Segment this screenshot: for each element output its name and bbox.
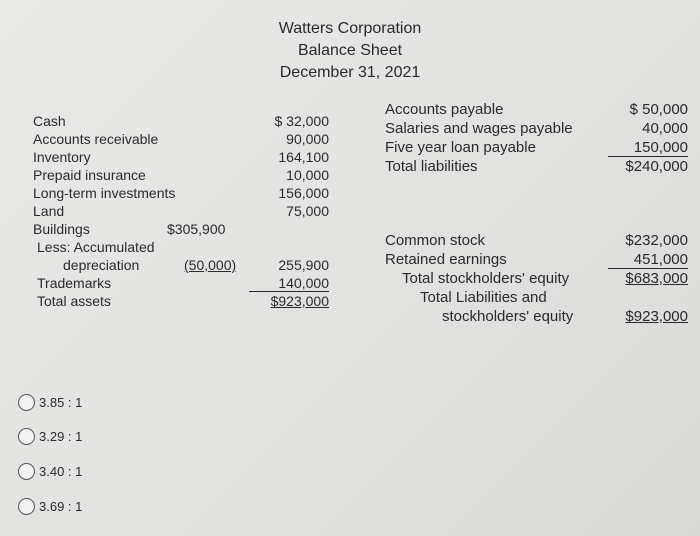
loan-payable-label: Five year loan payable	[385, 139, 536, 156]
statement-date: December 31, 2021	[279, 64, 421, 81]
land-label: Land	[33, 203, 65, 219]
investments-label: Long-term investments	[33, 185, 176, 201]
common-stock-value: $232,000	[625, 232, 688, 249]
buildings-net-value: 255,900	[278, 257, 329, 273]
retained-earnings-label: Retained earnings	[385, 251, 507, 268]
depreciation-amount: (50,000)	[184, 257, 237, 273]
answer-option-2[interactable]	[18, 428, 82, 445]
land-value: 75,000	[286, 203, 329, 219]
receivable-label: Accounts receivable	[33, 131, 159, 147]
total-liabilities-label: Total liabilities	[385, 158, 478, 175]
prepaid-value: 10,000	[286, 167, 329, 183]
depreciation-label: depreciation	[63, 257, 140, 273]
radio-button-icon[interactable]	[18, 428, 35, 445]
total-equity-label: Total stockholders' equity	[402, 270, 570, 287]
cash-value: $ 32,000	[274, 113, 329, 129]
radio-button-icon[interactable]	[18, 463, 35, 480]
salaries-payable-value: 40,000	[642, 120, 688, 137]
answer-option-1[interactable]	[18, 394, 82, 411]
total-equity-value: $683,000	[625, 270, 688, 287]
common-stock-label: Common stock	[385, 232, 486, 249]
answer-option-4[interactable]	[18, 498, 82, 515]
total-assets-label: Total assets	[37, 293, 111, 309]
grand-total-value: $923,000	[625, 308, 688, 325]
inventory-label: Inventory	[33, 149, 91, 165]
prepaid-label: Prepaid insurance	[33, 167, 146, 183]
trademarks-label: Trademarks	[37, 275, 112, 291]
option-label: 3.85 : 1	[39, 395, 83, 410]
total-liabilities-value: $240,000	[625, 158, 688, 175]
receivable-value: 90,000	[286, 131, 329, 147]
accounts-payable-value: $ 50,000	[629, 101, 688, 118]
retained-earnings-value	[608, 251, 688, 269]
total-assets-value: $923,000	[270, 293, 329, 309]
less-accumulated-label: Less: Accumulated	[37, 239, 155, 255]
option-label: 3.29 : 1	[39, 429, 83, 444]
salaries-payable-label: Salaries and wages payable	[385, 120, 573, 137]
answer-option-3[interactable]	[18, 463, 82, 480]
grand-total-label-line2: stockholders' equity	[442, 308, 574, 325]
loan-payable-amount: 150,000	[608, 139, 688, 157]
loan-payable-value	[608, 139, 688, 157]
retained-earnings-amount: 451,000	[608, 251, 688, 269]
accounts-payable-label: Accounts payable	[385, 101, 504, 118]
statement-title: Balance Sheet	[297, 42, 403, 59]
company-name: Watters Corporation	[278, 20, 422, 37]
option-label: 3.69 : 1	[39, 499, 83, 514]
buildings-gross: $305,900	[167, 221, 226, 237]
radio-button-icon[interactable]	[18, 394, 35, 411]
option-label: 3.40 : 1	[39, 464, 83, 479]
trademarks-value	[249, 275, 329, 292]
investments-value: 156,000	[278, 185, 329, 201]
trademarks-amount: 140,000	[249, 275, 329, 292]
buildings-label: Buildings	[33, 221, 90, 237]
cash-label: Cash	[33, 113, 66, 129]
grand-total-label-line1: Total Liabilities and	[420, 289, 547, 306]
inventory-value: 164,100	[278, 149, 329, 165]
radio-button-icon[interactable]	[18, 498, 35, 515]
